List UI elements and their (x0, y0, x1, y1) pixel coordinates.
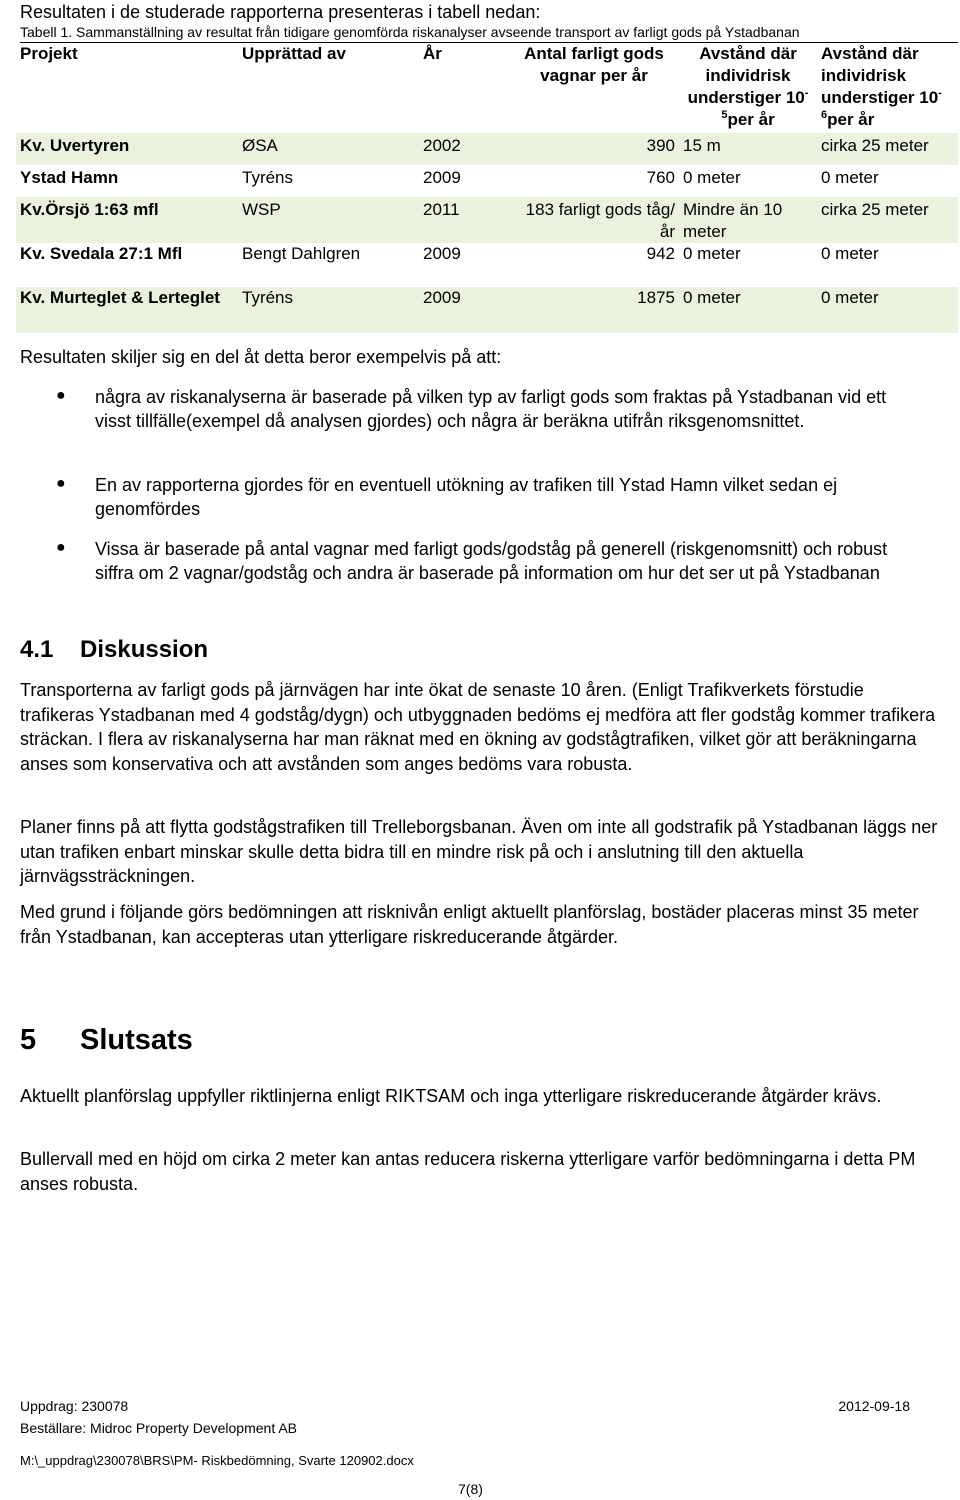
cell-upprattad: ØSA (238, 133, 419, 165)
table-row (16, 133, 958, 165)
footer-bestallare: Beställare: Midroc Property Development AB (20, 1420, 298, 1436)
discussion-paragraph: Planer finns på att flytta godstågstrafiken till Trelleborgsbanan. Även om inte all godstrafik på Ystadbanan läggs ner utan trafiken enbart minskar skulle detta bidra till en mindre risk på och i anslutning till den aktuella järnvägssträckningen. (20, 817, 938, 886)
cell-d6: 0 meter (821, 168, 879, 187)
cell-d5: 0 meter (679, 287, 817, 333)
cell-ar: 2009 (419, 287, 509, 333)
conclusion-paragraph: Aktuellt planförslag uppfyller riktlinjerna enligt RIKTSAM och inga ytterligare riskreducerande åtgärder krävs. (20, 1086, 882, 1106)
results-table (16, 43, 958, 333)
discussion-paragraph: Med grund i följande görs bedömningen att risknivån enligt aktuellt planförslag, bostäder placeras minst 35 meter från Ystadbanan, kan accepteras utan ytterligare riskreducerande åtgärder. (20, 902, 919, 947)
cell-d5: 15 m (679, 133, 817, 165)
footer-page-number: 7(8) (458, 1481, 483, 1497)
cell-d5: Mindre än 10 meter (679, 197, 817, 243)
cell-projekt: Ystad Hamn (20, 168, 119, 187)
cell-ar: 2002 (419, 133, 509, 165)
table-row (16, 197, 958, 243)
cell-d6: 0 meter (817, 287, 958, 333)
discussion-paragraph: Transporterna av farligt gods på järnvägen har inte ökat de senaste 10 åren. (Enligt Trafikverkets förstudie trafikeras Ystadbanan med 4 godståg/dygn) och utbyggnaden bedöms ej medföra att fler godståg kommer trafikera sträckan. I flera av riskanalyserna har man räknat med en ökning av godstågtrafiken, vilket gör att beräkningarna anses som konservativa och att avstånden som anges bedöms vara robusta. (20, 680, 936, 774)
cell-d5: 0 meter (683, 168, 741, 187)
table-row (16, 287, 958, 333)
cell-antal: 1875 (509, 287, 679, 333)
cell-d6: 0 meter (821, 244, 879, 263)
cell-upprattad: Tyréns (238, 287, 419, 333)
table-caption: Tabell 1. Sammanställning av resultat från tidigare genomförda riskanalyser avseende transport av farligt gods på Ystadbanan (20, 24, 800, 40)
cell-ar: 2009 (423, 168, 461, 187)
cell-d5: 0 meter (683, 244, 741, 263)
conclusion-paragraph: Bullervall med en höjd om cirka 2 meter kan antas reducera riskerna ytterligare varför bedömningarna i detta PM anses robusta. (20, 1149, 916, 1194)
bullet-dot: ● (56, 387, 66, 404)
bullet-item: Vissa är baserade på antal vagnar med farligt gods/godståg på generell (riskgenomsnitt) och robust siffra om 2 vagnar/godståg och andra är baserade på information om hur det ser ut på Ystadbanan (95, 539, 888, 583)
footer-date: 2012-09-18 (838, 1398, 910, 1414)
cell-ar: 2009 (423, 244, 461, 263)
footer-uppdrag: Uppdrag: 230078 (20, 1398, 129, 1414)
intro-text: Resultaten i de studerade rapporterna presenteras i tabell nedan: (20, 2, 541, 22)
footer-file-path: M:\_uppdrag\230078\BRS\PM- Riskbedömning, Svarte 120902.docx (20, 1453, 414, 1468)
cell-upprattad: Bengt Dahlgren (242, 244, 361, 263)
cell-antal: 183 farligt gods tåg/år (509, 197, 679, 243)
cell-antal: 942 (646, 244, 675, 263)
cell-ar: 2011 (419, 197, 509, 243)
table-header-row (16, 43, 958, 133)
cell-upprattad: Tyréns (242, 168, 294, 187)
table-row (16, 243, 958, 287)
cell-projekt: Kv.Örsjö 1:63 mfl (16, 197, 238, 243)
bullet-item: En av rapporterna gjordes för en eventuell utökning av trafiken till Ystad Hamn vilket sedan ej genomfördes (95, 475, 838, 519)
section-number-5: 5 (20, 1024, 37, 1056)
cell-antal: 760 (646, 168, 675, 187)
section-title-diskussion: Diskussion (80, 636, 209, 663)
results-intro: Resultaten skiljer sig en del åt detta beror exempelvis på att: (20, 347, 502, 367)
table-row (16, 165, 958, 197)
cell-antal: 390 (509, 133, 679, 165)
bullet-dot: ● (56, 539, 66, 556)
cell-projekt: Kv. Svedala 27:1 Mfl (20, 244, 183, 263)
cell-projekt: Kv. Murteglet & Lerteglet (16, 287, 238, 333)
bullet-dot: ● (56, 475, 66, 492)
header-ar: År (423, 44, 442, 63)
bullet-item: några av riskanalyserna är baserade på vilken typ av farligt gods som fraktas på Ystadbanan vid ett visst tillfälle(exempel då analysen gjordes) och några är beräkna utifrån riksgenomsnittet. (95, 387, 887, 431)
header-distance-e5: Avstånd där individrisk understiger $10^{-5}per$ år (687, 44, 809, 129)
header-antal: Antal farligt gods vagnar per år (524, 44, 664, 85)
section-number-4-1: 4.1 (20, 636, 54, 663)
header-upprattad: Upprättad av (242, 44, 346, 63)
cell-d6: cirka 25 meter (817, 133, 958, 165)
header-distance-e6: Avstånd där individrisk understiger $10^{-6}per$ år (821, 44, 942, 129)
header-projekt: Projekt (20, 44, 78, 63)
cell-projekt: Kv. Uvertyren (16, 133, 238, 165)
section-title-slutsats: Slutsats (80, 1024, 193, 1056)
cell-d6: cirka 25 meter (817, 197, 958, 243)
cell-upprattad: WSP (238, 197, 419, 243)
